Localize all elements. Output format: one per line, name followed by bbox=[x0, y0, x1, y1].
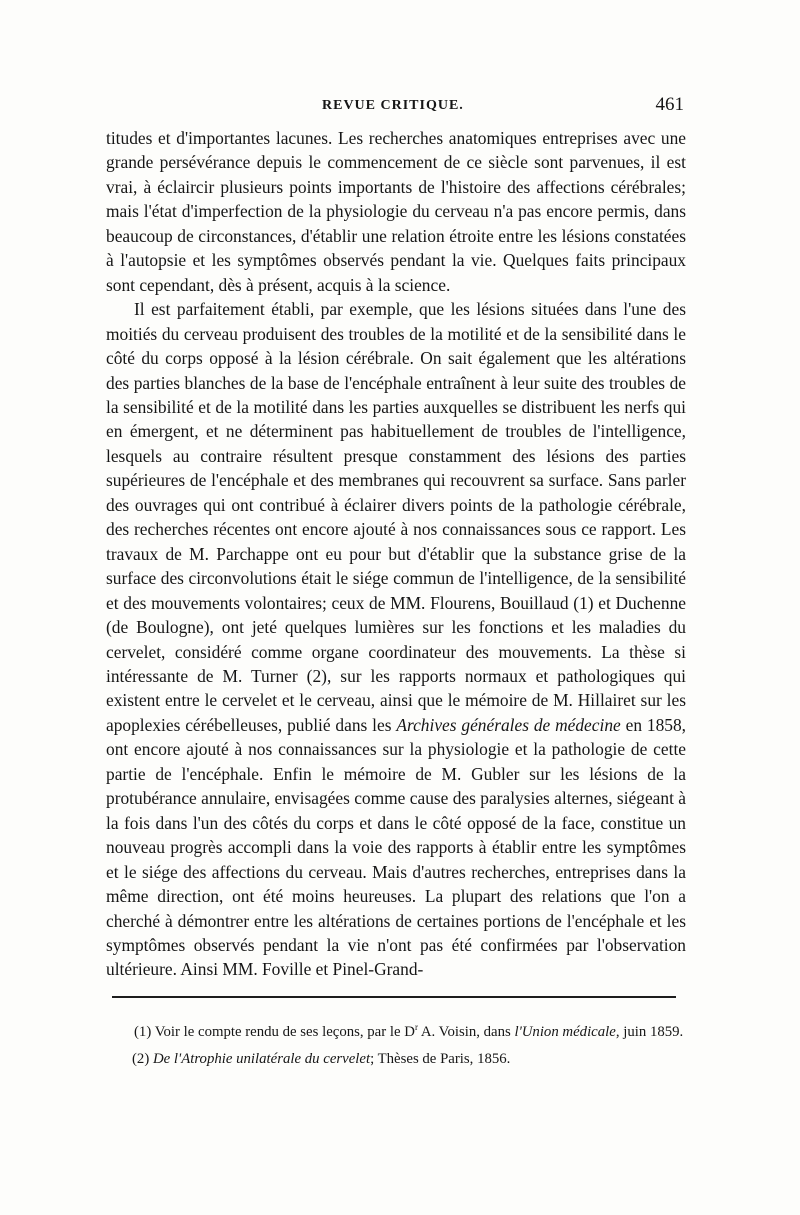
footnote-2-text: ; Thèses de Paris, 1856. bbox=[370, 1050, 511, 1067]
footnote-2-title: De l'Atrophie unilatérale du cervelet bbox=[152, 1050, 371, 1067]
running-head: REVUE CRITIQUE. bbox=[322, 98, 464, 113]
paragraph-1: titudes et d'importantes lacunes. Les recherches anatomiques entreprises avec une grande persévérance depuis le commencement de ce siècle sont parvenues, il est vrai, à éclaircir plusieurs points importants de l'histoire des affections cérébrales; mais l'état d'imperfection de la physiologie du cerveau n'a pas encore permis, dans beaucoup de circonstances, d'établir une relation étroite entre les lésions constatées à l'autopsie et les symptômes observés pendant la vie. Quelques faits principaux sont cependant, dès à présent, acquis à la science. bbox=[106, 128, 686, 295]
footnote-1-text-c: , juin 1859. bbox=[615, 1023, 684, 1040]
footnote-separator bbox=[112, 996, 676, 998]
paragraph-2-text-b: en 1858, ont encore ajouté à nos connaissances sur la physiologie et la pathologie de cette partie de l'encéphale. Enfin le mémoire de M. Gubler sur les lésions de la protubérance annulaire, envisagées comme cause des paralysies alternes, siégeant à la fois dans l'un des côtés du corps et dans le côté opposé de la face, constitue un nouveau progrès accompli dans la voie des rapports à établir entre les symptômes et le siége des affections du cerveau. Mais d'autres recherches, entreprises dans la même direction, ont été moins heureuses. La plupart des relations que l'on a cherché à démontrer entre les altérations de certaines portions de l'encéphale et les symptômes observés pendant la vie n'ont pas été confirmées par l'observation ultérieure. Ainsi MM. Foville et Pinel-Grand- bbox=[106, 714, 686, 980]
footnote-2-mark: (2) bbox=[132, 1050, 150, 1067]
footnote-1 bbox=[106, 1017, 686, 1043]
paragraph-2-text-a: Il est parfaitement établi, par exemple, que les lésions situées dans l'une des moitiés du cerveau produisent des troubles de la motilité et de la sensibilité dans le côté du corps opposé à la lésion cérébrale. On sait également que les altérations des parties blanches de la base de l'encéphale entraînent à leur suite des troubles de la sensibilité et de la motilité dans les parties auxquelles se distribuent les nerfs qui en émergent, et ne déterminent pas habituellement de troubles de l'intelligence, lesquels au contraire résultent presque constamment des lésions des parties supérieures de l'encéphale et des membranes qui recouvrent sa surface. Sans parler des ouvrages qui ont contribué à éclairer divers points de la pathologie cérébrale, des recherches récentes ont encore ajouté à nos connaissances sous ce rapport. Les travaux de M. Parchappe ont eu pour but d'établir que la substance grise de la surface des circonvolutions était le siége commun de l'intelligence, de la sensibilité et des mouvements volontaires; ceux de MM. Flourens, Bouillaud (1) et Duchenne (de Boulogne), ont jeté quelques lumières sur les fonctions et les maladies du cervelet, considéré comme organe coordinateur des mouvements. La thèse si intéressante de M. Turner (2), sur les rapports normaux et pathologiques qui existent entre le cervelet et le cerveau, ainsi que le mémoire de M. Hillairet sur les apoplexies cérébelleuses, publié dans les bbox=[106, 299, 686, 735]
footnotes bbox=[106, 1017, 686, 1070]
footnote-1-text-b: A. Voisin, dans bbox=[420, 1023, 511, 1040]
footnote-1-mark: (1) bbox=[134, 1023, 152, 1040]
main-text bbox=[106, 126, 686, 982]
paragraph-2 bbox=[106, 297, 686, 982]
book-page bbox=[106, 92, 686, 1076]
footnote-2 bbox=[106, 1049, 686, 1070]
journal-title: Archives générales de médecine bbox=[396, 714, 621, 735]
footnote-1-text-a: Voir le compte rendu de ses leçons, par le D bbox=[154, 1023, 415, 1040]
footnote-1-journal: l'Union médicale bbox=[514, 1023, 616, 1040]
page-number: 461 bbox=[655, 94, 684, 115]
footnote-1-sup: r bbox=[414, 1021, 418, 1032]
page-header bbox=[106, 92, 686, 126]
